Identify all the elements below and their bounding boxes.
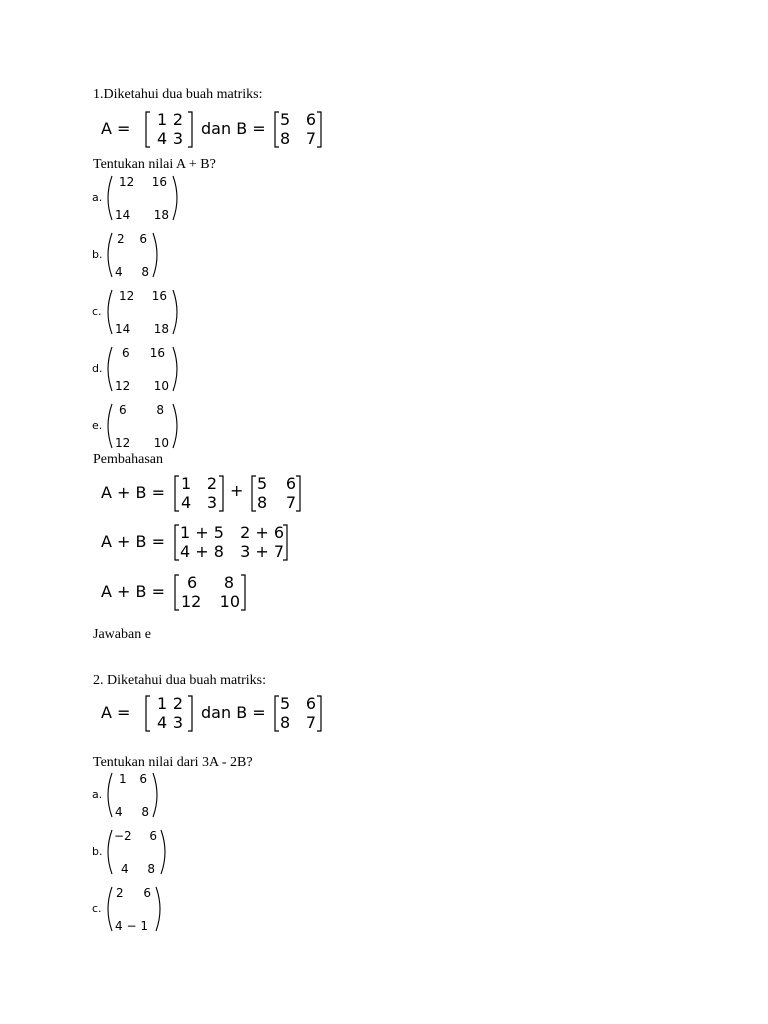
matrix-cell: 4: [157, 713, 168, 732]
q2-option-a[interactable]: [92, 771, 192, 819]
matrix-cell: 18: [153, 208, 169, 222]
option-matrix: [105, 174, 181, 222]
q1-step-1: [101, 474, 321, 514]
matrix-cell: 1: [181, 474, 192, 493]
q1-given-lhs: A =: [101, 119, 131, 138]
matrix-cell: 8: [223, 573, 234, 592]
matrix-cell: 12: [181, 592, 202, 611]
matrix-cell: 5: [257, 474, 268, 493]
option-label: c.: [92, 305, 102, 318]
option-matrix: [105, 345, 181, 393]
q2-matrix-b: [272, 694, 324, 734]
q2-given-equation: [101, 694, 341, 734]
matrix-cell: 6: [149, 829, 157, 843]
q1-option-b[interactable]: [92, 231, 192, 279]
q1-matrix-a: [143, 110, 195, 150]
option-label: b.: [92, 248, 103, 261]
matrix-cell: 5: [280, 694, 291, 713]
matrix-cell: 2: [172, 110, 183, 129]
option-matrix: [105, 288, 181, 336]
q2-option-b[interactable]: [92, 828, 192, 876]
matrix-cell: 4 + 8: [180, 542, 224, 561]
matrix-cell: 8: [280, 129, 291, 148]
matrix-cell: 5: [280, 110, 291, 129]
matrix-cell: 2: [117, 232, 125, 246]
matrix-cell: 2: [116, 886, 124, 900]
matrix-cell: 10: [153, 379, 169, 393]
matrix-cell: 4: [157, 129, 168, 148]
q1-option-c[interactable]: [92, 288, 192, 336]
matrix-cell: 10: [219, 592, 240, 611]
q2-given-lhs: A =: [101, 703, 131, 722]
matrix-cell: 4: [121, 862, 129, 876]
option-matrix: [105, 885, 165, 933]
matrix-cell: 6: [119, 403, 127, 417]
matrix-cell: 12: [119, 175, 135, 189]
matrix-cell: 3: [206, 493, 217, 512]
q2-title: 2. Diketahui dua buah matriks:: [93, 673, 267, 688]
matrix-cell: 2: [172, 694, 183, 713]
matrix-cell: 18: [153, 322, 169, 336]
matrix-cell: 2: [206, 474, 217, 493]
q1-answer: Jawaban e: [93, 627, 151, 642]
matrix-cell: 1 + 5: [180, 523, 224, 542]
option-matrix: [105, 231, 161, 279]
matrix-cell: 6: [305, 694, 316, 713]
q1-step-3: [101, 573, 261, 613]
option-label: a.: [92, 788, 103, 801]
option-matrix: [105, 828, 169, 876]
q1-step-2: [101, 523, 301, 563]
q1-matrix-b: [272, 110, 324, 150]
matrix-cell: 6: [122, 346, 130, 360]
option-label: c.: [92, 902, 102, 915]
matrix-cell: 12: [115, 436, 131, 450]
matrix-cell: 4: [115, 265, 123, 279]
q2-option-c[interactable]: [92, 885, 192, 933]
matrix-cell: 6: [139, 772, 147, 786]
matrix-cell: 6: [143, 886, 151, 900]
matrix-left-bracket: [275, 112, 279, 147]
matrix-cell: 1: [157, 694, 168, 713]
matrix-cell: 7: [305, 713, 316, 732]
matrix-cell: 6: [187, 573, 198, 592]
matrix-cell: 3 + 7: [240, 542, 284, 561]
matrix-cell: 8: [156, 403, 164, 417]
matrix-cell: 3: [172, 129, 183, 148]
matrix-cell: 6: [305, 110, 316, 129]
option-label: d.: [92, 362, 103, 375]
matrix-cell: 8: [147, 862, 155, 876]
matrix-cell: 12: [115, 379, 131, 393]
matrix-cell: 10: [153, 436, 169, 450]
q1-given-equation: [101, 110, 341, 150]
matrix-cell: 8: [280, 713, 291, 732]
step-operator: +: [230, 481, 244, 500]
matrix-cell: 2 + 6: [240, 523, 284, 542]
q1-question: Tentukan nilai A + B?: [93, 157, 216, 172]
matrix-cell: 7: [285, 493, 296, 512]
matrix-cell: 7: [305, 129, 316, 148]
q1-given-mid: dan B =: [201, 119, 266, 138]
option-label: b.: [92, 845, 103, 858]
matrix-cell: 4: [115, 805, 123, 819]
q1-option-e[interactable]: [92, 402, 192, 450]
matrix-cell: 8: [141, 805, 149, 819]
matrix-cell: 8: [257, 493, 268, 512]
step-lhs: A + B =: [101, 483, 165, 502]
matrix-left-bracket: [146, 112, 150, 147]
q1-title: 1.Diketahui dua buah matriks:: [93, 87, 263, 102]
q2-given-mid: dan B =: [201, 703, 266, 722]
matrix-cell: 16: [151, 175, 167, 189]
matrix-right-bracket: [188, 112, 192, 147]
matrix-cell: 3: [172, 713, 183, 732]
matrix-cell: 4: [181, 493, 192, 512]
matrix-cell: 1: [157, 110, 168, 129]
option-label: e.: [92, 419, 103, 432]
matrix-cell: 6: [139, 232, 147, 246]
matrix-right-bracket: [317, 112, 321, 147]
q1-solution-heading: Pembahasan: [93, 452, 163, 467]
matrix-cell: −2: [114, 829, 132, 843]
option-matrix: [105, 771, 161, 819]
q1-option-d[interactable]: [92, 345, 192, 393]
step-matrix-1: [172, 573, 248, 613]
matrix-cell: 6: [285, 474, 296, 493]
matrix-cell: 1: [119, 772, 127, 786]
step-matrix-2: [249, 474, 303, 514]
step-matrix-1: [172, 523, 290, 563]
step-lhs: A + B =: [101, 582, 165, 601]
matrix-cell: 4 − 1: [115, 919, 148, 933]
step-lhs: A + B =: [101, 532, 165, 551]
matrix-cell: 14: [115, 322, 131, 336]
step-matrix-1: [172, 474, 226, 514]
option-matrix: [105, 402, 181, 450]
matrix-cell: 14: [115, 208, 131, 222]
matrix-cell: 16: [151, 289, 167, 303]
option-label: a.: [92, 191, 103, 204]
q1-option-a[interactable]: [92, 174, 192, 222]
q2-matrix-a: [143, 694, 195, 734]
matrix-cell: 12: [119, 289, 135, 303]
matrix-cell: 16: [149, 346, 165, 360]
matrix-cell: 8: [141, 265, 149, 279]
q2-question: Tentukan nilai dari 3A - 2B?: [93, 755, 253, 770]
